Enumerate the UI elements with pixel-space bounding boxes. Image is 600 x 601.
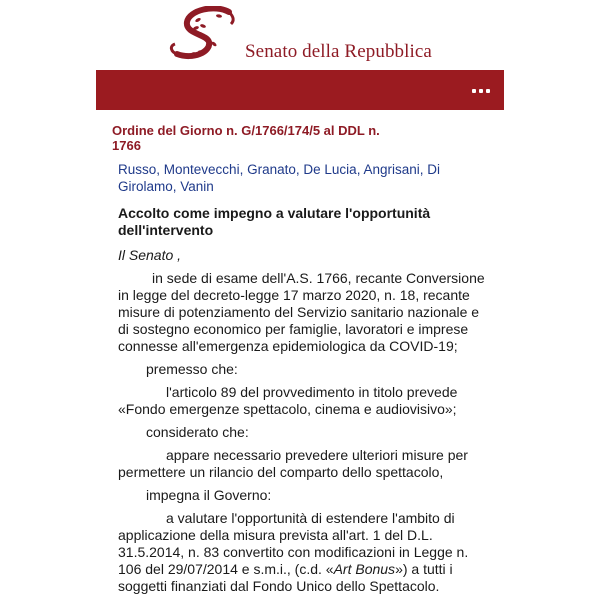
status-text <box>118 205 492 239</box>
signer-link[interactable]: Angrisani <box>363 162 420 177</box>
premesso-heading: premesso che: <box>146 361 238 377</box>
senato-heading: Il Senato , <box>118 247 182 263</box>
signer-link[interactable]: Vanin <box>180 179 214 194</box>
document-title <box>112 123 492 153</box>
impegna-heading: impegna il Governo: <box>146 487 272 503</box>
title-line-2: 1766 <box>112 138 141 153</box>
art-bonus-text-b: ») a tutti i soggetti finanziati dal Fondo Unico dello Spettacolo. <box>118 561 453 594</box>
art-bonus-text-a: a valutare l'opportunità di estendere l'ambito di applicazione della misura prevista all'art. 1 del D.L. 31.5.2014, n. 83 convertito con modificazioni in Legge n. 106 del 29/07/2014 e s.m.i., (c.d. « <box>118 510 469 577</box>
senato-s-logo-icon[interactable] <box>97 6 247 71</box>
signers-list: Russo, Montevecchi, Granato, De Lucia, Angrisani, Di Girolamo, Vanin <box>118 162 440 194</box>
document-content <box>112 123 492 601</box>
paragraph-sede: in sede di esame dell'A.S. 1766, recante Conversione in legge del decreto-legge 17 marzo 2020, n. 18, recante misure di potenziamento del Servizio sanitario nazionale e di sostegno economico per famiglie, lavoratori e imprese connesse all'emergenza epidemiologica da COVID-19; <box>118 270 485 354</box>
signer-link[interactable]: Montevecchi <box>163 162 240 177</box>
paragraph-art-bonus <box>118 510 492 595</box>
signer-link[interactable]: De Lucia <box>303 162 357 177</box>
more-dots-icon[interactable] <box>470 81 492 99</box>
title-line-1: Ordine del Giorno n. G/1766/174/5 al DDL n. <box>112 123 380 138</box>
site-name[interactable]: Senato della Repubblica <box>245 41 432 62</box>
signer-link[interactable]: Granato <box>247 162 296 177</box>
status-line-2: dell'intervento <box>118 222 214 238</box>
considerato-heading: considerato che: <box>146 424 249 440</box>
nav-bar <box>96 70 504 110</box>
signer-link[interactable]: Di Girolamo <box>118 162 440 194</box>
paragraph-misure: appare necessario prevedere ulteriori misure per permettere un rilancio del comparto dello spettacolo, <box>118 447 468 480</box>
status-line-1: Accolto come impegno a valutare l'opportunità <box>118 205 431 221</box>
art-bonus-emphasis: Art Bonus <box>333 561 396 577</box>
paragraph-articolo-89: l'articolo 89 del provvedimento in titolo prevede «Fondo emergenze spettacolo, cinema e audiovisivo»; <box>118 384 458 417</box>
signer-link[interactable]: Russo <box>118 162 157 177</box>
